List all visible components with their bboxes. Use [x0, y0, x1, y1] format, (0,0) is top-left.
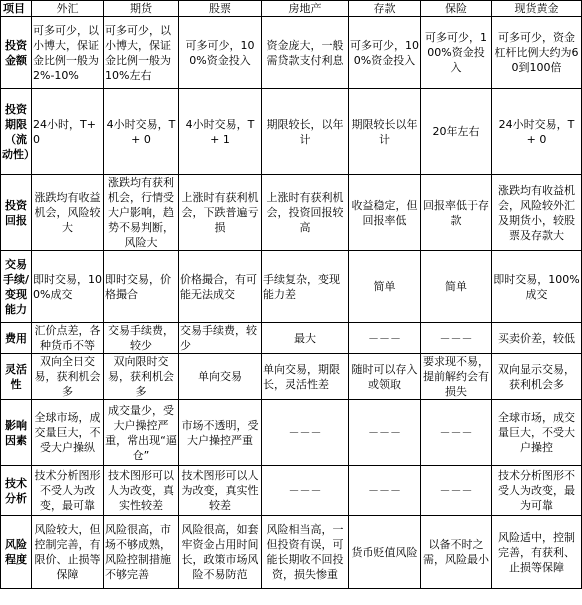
- table-cell: －－－: [349, 323, 421, 354]
- column-header-real-estate: 房地产: [262, 1, 349, 17]
- table-cell: 汇价点差，各种货币不等: [32, 323, 104, 354]
- column-header-spot-gold: 现货黄金: [492, 1, 582, 17]
- table-cell: 以备不时之需，风险最小: [421, 516, 492, 589]
- table-cell: 风险相当高，一但投资有误，可能长期收不回投资，损失惨重: [262, 516, 349, 589]
- table-cell: 单向交易: [179, 354, 262, 400]
- table-cell: 全球市场，成交量巨大，不受大户操控: [492, 400, 582, 466]
- table-cell: －－－: [262, 400, 349, 466]
- table-row: [1, 516, 582, 589]
- table-row: [1, 251, 582, 323]
- table-cell: 交易手续费，较少: [179, 323, 262, 354]
- table-row: [1, 175, 582, 251]
- table-cell: 风险较大，但控制完善，有限价、止损等保障: [32, 516, 104, 589]
- table-cell: －－－: [421, 400, 492, 466]
- row-header: 费用: [1, 323, 32, 354]
- table-cell: 收益稳定，但回报率低: [349, 175, 421, 251]
- column-header-stocks: 股票: [179, 1, 262, 17]
- table-cell: 技术图形可以人为改变，真实性较差: [104, 466, 179, 516]
- table-cell: 简单: [349, 251, 421, 323]
- table-cell: 买卖价差，较低: [492, 323, 582, 354]
- table-cell: 风险适中，控制完善，有获利、止损等保障: [492, 516, 582, 589]
- table-cell: 涨跌均有收益机会，风险较大: [32, 175, 104, 251]
- table-cell: 双向限时交易，获利机会多: [104, 354, 179, 400]
- table-cell: 期限较长，以年计: [262, 89, 349, 175]
- row-header: 投资金额: [1, 17, 32, 89]
- table-cell: 24小时，T+0: [32, 89, 104, 175]
- table-row: [1, 400, 582, 466]
- row-header: 灵活性: [1, 354, 32, 400]
- table-cell: 双向显示交易，获利机会多: [492, 354, 582, 400]
- table-cell: 简单: [421, 251, 492, 323]
- row-header: 技术分析: [1, 466, 32, 516]
- table-cell: 风险很高，市场不够成熟，风险控制措施不够完善: [104, 516, 179, 589]
- table-row: [1, 17, 582, 89]
- table-cell: 24小时交易，T + 0: [492, 89, 582, 175]
- table-cell: 市场不透明，受大户操控严重: [179, 400, 262, 466]
- table-cell: 可多可少，以小博大，保证金比例一般为2%-10%: [32, 17, 104, 89]
- table-cell: 可多可少，100%资金投入: [349, 17, 421, 89]
- table-cell: 要求现不易，提前解约会有损失: [421, 354, 492, 400]
- column-header-deposit: 存款: [349, 1, 421, 17]
- row-header: 风险程度: [1, 516, 32, 589]
- table-cell: －－－: [349, 466, 421, 516]
- table-cell: 20年左右: [421, 89, 492, 175]
- table-cell: 即时交易，价格撮合: [104, 251, 179, 323]
- table-cell: －－－: [421, 323, 492, 354]
- table-row: [1, 466, 582, 516]
- table-cell: 涨跌均有收益机会，风险较外汇及期货小，较股票及存款大: [492, 175, 582, 251]
- table-cell: 随时可以存入或领取: [349, 354, 421, 400]
- table-cell: 4小时交易，T + 0: [104, 89, 179, 175]
- table-cell: 4小时交易，T + 1: [179, 89, 262, 175]
- table-cell: 可多可少，100%资金投入: [421, 17, 492, 89]
- header-row: [1, 1, 582, 17]
- table-cell: 最大: [262, 323, 349, 354]
- table-row: [1, 89, 582, 175]
- table-cell: 交易手续费，较少: [104, 323, 179, 354]
- table-cell: 货币贬值风险: [349, 516, 421, 589]
- table-cell: －－－: [349, 400, 421, 466]
- table-cell: 期限较长以年计: [349, 89, 421, 175]
- table-row: [1, 354, 582, 400]
- table-cell: 可多可少，100%资金投入: [179, 17, 262, 89]
- table-cell: 可多可少，以小博大，保证金比例一般为10%左右: [104, 17, 179, 89]
- column-header-insurance: 保险: [421, 1, 492, 17]
- row-header: 投资期限（流动性）: [1, 89, 32, 175]
- table-cell: 价格撮合，有可能无法成交: [179, 251, 262, 323]
- table-cell: －－－: [262, 466, 349, 516]
- table-cell: 技术分析图形不受人为改变，最可靠: [32, 466, 104, 516]
- table-cell: 双向全日交易，获利机会多: [32, 354, 104, 400]
- column-header-futures: 期货: [104, 1, 179, 17]
- table-cell: 上涨时有获利机会，投资回报较高: [262, 175, 349, 251]
- row-header: 交易手续/变现能力: [1, 251, 32, 323]
- table-cell: 资金庞大，一般需贷款支付利息: [262, 17, 349, 89]
- table-cell: 技术图形可以人为改变，真实性较差: [179, 466, 262, 516]
- table-cell: 即时交易，100%成交: [492, 251, 582, 323]
- column-header-forex: 外汇: [32, 1, 104, 17]
- row-header: 投资回报: [1, 175, 32, 251]
- table-cell: 成交量少，受大户操控严重，常出现“逼仓”: [104, 400, 179, 466]
- table-cell: －－－: [421, 466, 492, 516]
- table-cell: 单向交易，期限长，灵活性差: [262, 354, 349, 400]
- table-cell: 可多可少，资金杠杆比例大约为60到100倍: [492, 17, 582, 89]
- corner-header: 项目: [1, 1, 32, 17]
- table-cell: 涨跌均有获利机会，行情受大户影响，趋势不易判断，风险大: [104, 175, 179, 251]
- table-cell: 风险很高，如套牢资金占用时间长，政策市场风险不易防范: [179, 516, 262, 589]
- table-cell: 技术分析图形不受人为改变，最为可靠: [492, 466, 582, 516]
- table-cell: 全球市场，成交量巨大，不受大户操纵: [32, 400, 104, 466]
- table-cell: 回报率低于存款: [421, 175, 492, 251]
- table-cell: 上涨时有获利机会，下跌普遍亏损: [179, 175, 262, 251]
- table-cell: 手续复杂，变现能力差: [262, 251, 349, 323]
- row-header: 影响因素: [1, 400, 32, 466]
- table-cell: 即时交易，100%成交: [32, 251, 104, 323]
- table-row: [1, 323, 582, 354]
